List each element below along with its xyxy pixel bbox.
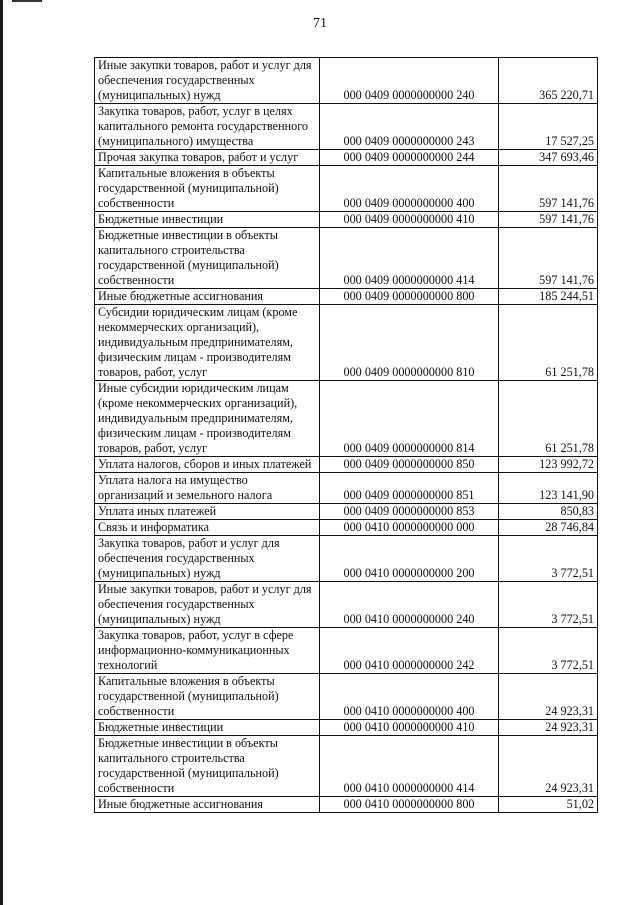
row-amount-cell: 597 141,76	[499, 166, 598, 212]
table-row	[95, 628, 598, 674]
row-amount-cell: 28 746,84	[499, 520, 598, 536]
row-amount-cell: 850,83	[499, 504, 598, 520]
table-row	[95, 536, 598, 582]
table-row	[95, 166, 598, 212]
row-code-cell: 000 0410 0000000000 240	[320, 582, 499, 628]
table-row	[95, 797, 598, 813]
row-amount-cell: 61 251,78	[499, 305, 598, 381]
row-amount-cell: 24 923,31	[499, 674, 598, 720]
page-number: 71	[313, 16, 327, 31]
table-row	[95, 58, 598, 104]
table-row	[95, 150, 598, 166]
row-name-cell: Бюджетные инвестиции в объекты капитального строительства государственной (муниципальной) собственности	[95, 228, 320, 289]
row-name-cell: Закупка товаров, работ, услуг в сфере информационно-коммуникационных технологий	[95, 628, 320, 674]
row-amount-cell: 24 923,31	[499, 736, 598, 797]
row-code-cell: 000 0409 0000000000 414	[320, 228, 499, 289]
row-name-cell: Капитальные вложения в объекты государственной (муниципальной) собственности	[95, 674, 320, 720]
table-row	[95, 228, 598, 289]
table-row	[95, 582, 598, 628]
table-row	[95, 674, 598, 720]
row-amount-cell: 3 772,51	[499, 536, 598, 582]
row-amount-cell: 51,02	[499, 797, 598, 813]
row-code-cell: 000 0410 0000000000 000	[320, 520, 499, 536]
row-amount-cell: 597 141,76	[499, 212, 598, 228]
table-row	[95, 212, 598, 228]
row-code-cell: 000 0409 0000000000 240	[320, 58, 499, 104]
row-amount-cell: 17 527,25	[499, 104, 598, 150]
row-amount-cell: 347 693,46	[499, 150, 598, 166]
row-name-cell: Иные бюджетные ассигнования	[95, 289, 320, 305]
row-amount-cell: 3 772,51	[499, 628, 598, 674]
table-row	[95, 305, 598, 381]
row-name-cell: Капитальные вложения в объекты государственной (муниципальной) собственности	[95, 166, 320, 212]
row-name-cell: Закупка товаров, работ, услуг в целях капитального ремонта государственного (муниципального) имущества	[95, 104, 320, 150]
row-name-cell: Прочая закупка товаров, работ и услуг	[95, 150, 320, 166]
table-row	[95, 720, 598, 736]
row-name-cell: Бюджетные инвестиции в объекты капитального строительства государственной (муниципальной) собственности	[95, 736, 320, 797]
row-code-cell: 000 0409 0000000000 814	[320, 381, 499, 457]
row-amount-cell: 24 923,31	[499, 720, 598, 736]
budget-table	[94, 57, 598, 813]
row-amount-cell: 61 251,78	[499, 381, 598, 457]
row-code-cell: 000 0409 0000000000 810	[320, 305, 499, 381]
row-name-cell: Уплата иных платежей	[95, 504, 320, 520]
row-name-cell: Иные субсидии юридическим лицам (кроме некоммерческих организаций), индивидуальным предпринимателям, физическим лицам - производителям товаров, работ, услуг	[95, 381, 320, 457]
row-amount-cell: 3 772,51	[499, 582, 598, 628]
table-row	[95, 520, 598, 536]
row-code-cell: 000 0409 0000000000 400	[320, 166, 499, 212]
row-code-cell: 000 0409 0000000000 850	[320, 457, 499, 473]
row-code-cell: 000 0410 0000000000 414	[320, 736, 499, 797]
row-name-cell: Иные закупки товаров, работ и услуг для обеспечения государственных (муниципальных) нужд	[95, 582, 320, 628]
table-row	[95, 504, 598, 520]
row-code-cell: 000 0410 0000000000 242	[320, 628, 499, 674]
scan-mark	[12, 0, 42, 2]
row-name-cell: Уплата налогов, сборов и иных платежей	[95, 457, 320, 473]
row-code-cell: 000 0410 0000000000 800	[320, 797, 499, 813]
row-code-cell: 000 0409 0000000000 410	[320, 212, 499, 228]
row-code-cell: 000 0410 0000000000 200	[320, 536, 499, 582]
row-code-cell: 000 0409 0000000000 244	[320, 150, 499, 166]
table-row	[95, 289, 598, 305]
row-name-cell: Закупка товаров, работ и услуг для обеспечения государственных (муниципальных) нужд	[95, 536, 320, 582]
row-code-cell: 000 0409 0000000000 800	[320, 289, 499, 305]
row-amount-cell: 123 141,90	[499, 473, 598, 504]
row-name-cell: Иные бюджетные ассигнования	[95, 797, 320, 813]
row-code-cell: 000 0409 0000000000 243	[320, 104, 499, 150]
scan-edge	[0, 0, 3, 905]
budget-table-body	[95, 58, 598, 813]
row-name-cell: Бюджетные инвестиции	[95, 720, 320, 736]
row-name-cell: Субсидии юридическим лицам (кроме некоммерческих организаций), индивидуальным предпринимателям, физическим лицам - производителям товаров, работ, услуг	[95, 305, 320, 381]
table-row	[95, 736, 598, 797]
table-row	[95, 457, 598, 473]
row-amount-cell: 123 992,72	[499, 457, 598, 473]
row-amount-cell: 185 244,51	[499, 289, 598, 305]
row-code-cell: 000 0410 0000000000 400	[320, 674, 499, 720]
row-name-cell: Бюджетные инвестиции	[95, 212, 320, 228]
row-name-cell: Связь и информатика	[95, 520, 320, 536]
row-code-cell: 000 0410 0000000000 410	[320, 720, 499, 736]
table-row	[95, 381, 598, 457]
table-row	[95, 473, 598, 504]
table-row	[95, 104, 598, 150]
row-amount-cell: 365 220,71	[499, 58, 598, 104]
row-name-cell: Уплата налога на имущество организаций и земельного налога	[95, 473, 320, 504]
row-code-cell: 000 0409 0000000000 853	[320, 504, 499, 520]
row-amount-cell: 597 141,76	[499, 228, 598, 289]
row-code-cell: 000 0409 0000000000 851	[320, 473, 499, 504]
row-name-cell: Иные закупки товаров, работ и услуг для обеспечения государственных (муниципальных) нужд	[95, 58, 320, 104]
